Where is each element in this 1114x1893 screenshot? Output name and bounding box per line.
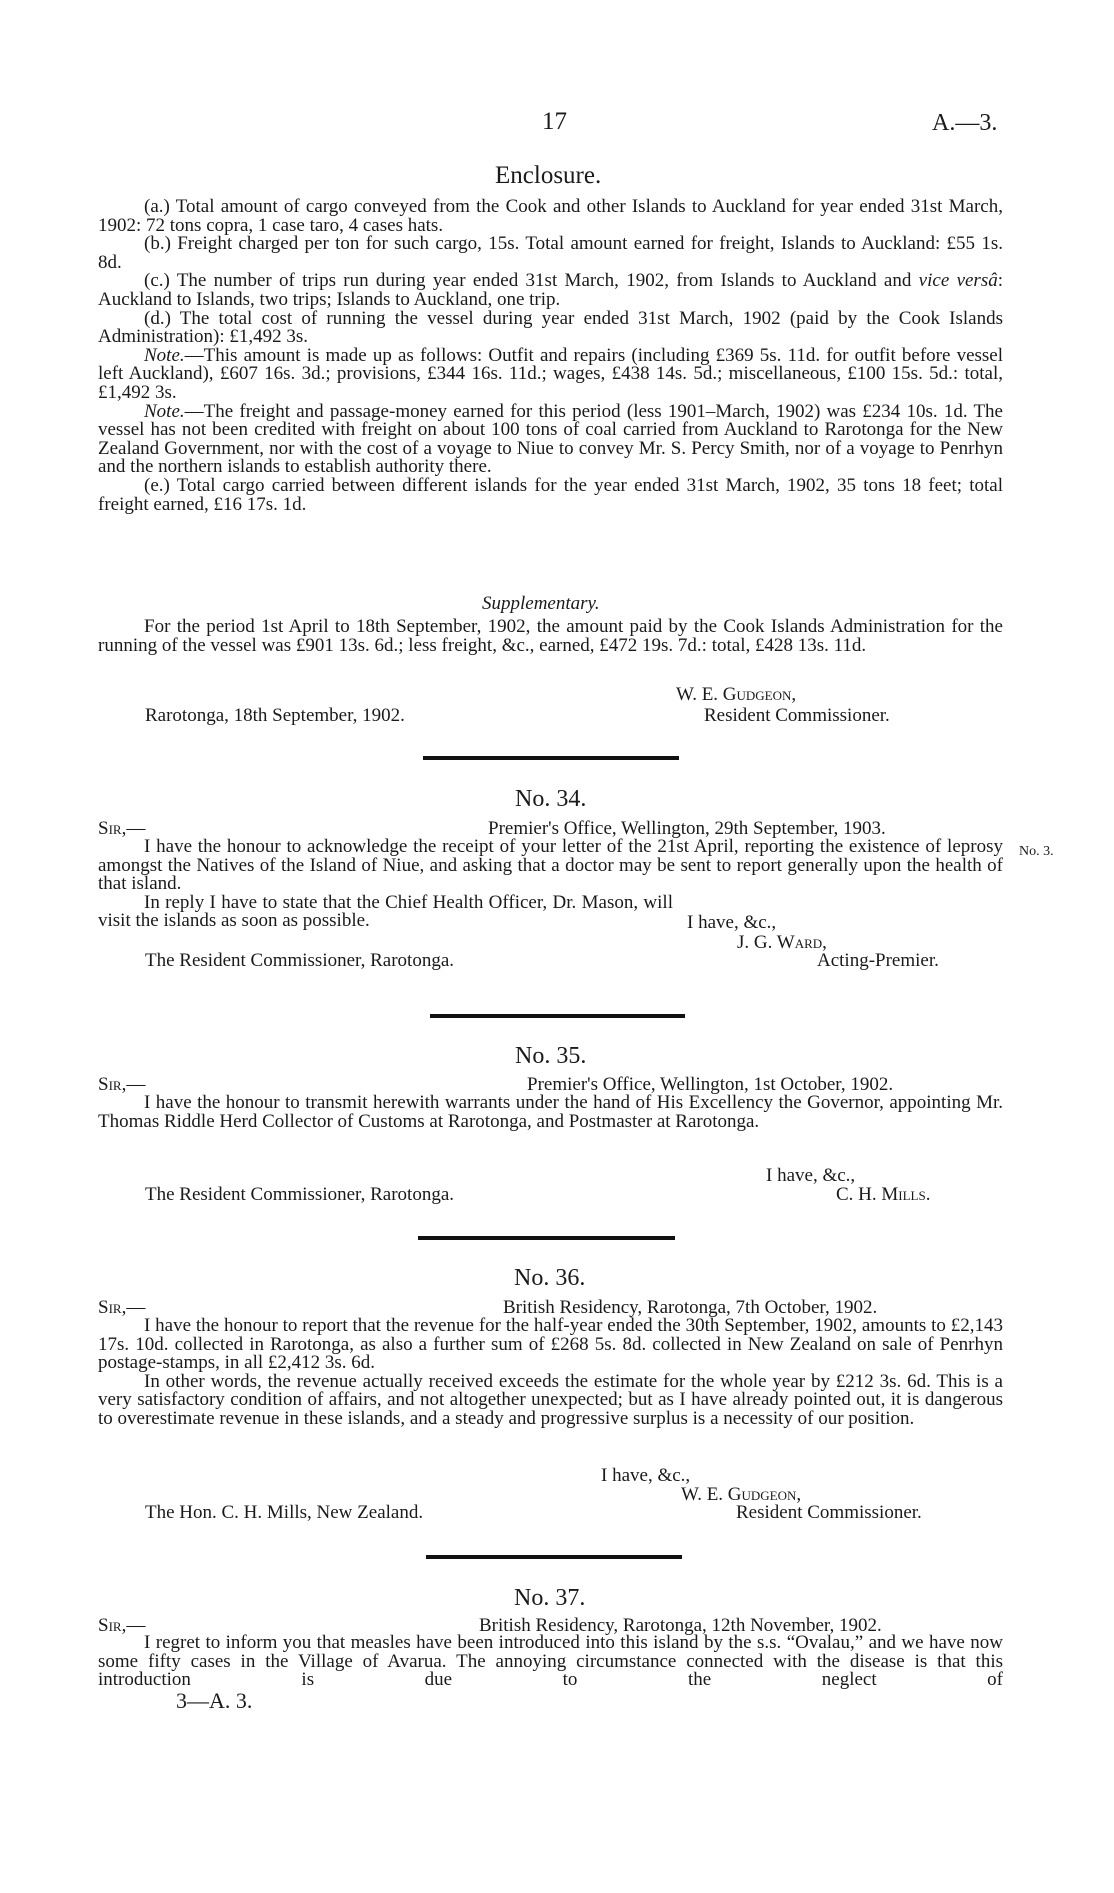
letter-paragraph: I regret to inform you that measles have been introduced into this island by the s.s. “Ovalau,” and we have now some fifty cases in the Village of Avarua. The annoying circumstance connected with the disease is that this introduction is due to the neglect of — [98, 1632, 1003, 1691]
letter-signature-name: C. H. Mills. — [836, 1184, 931, 1205]
letter-paragraph: In other words, the revenue actually received exceeds the estimate for the whole year by £212 3s. 6d. This is a very satisfactory condition of affairs, and not altogether unexpected; but as I have already pointed out, it is dangerous to overestimate revenue in these islands, and a steady and progressive surplus is a necessity of our position. — [98, 1370, 1003, 1429]
letter-salutation: Sir,— — [98, 1615, 146, 1636]
supplementary-heading: Supplementary. — [482, 593, 600, 614]
enclosure-place-date: Rarotonga, 18th September, 1902. — [145, 705, 405, 726]
letter-number: No. 36. — [514, 1265, 586, 1291]
enclosure-signature-name: W. E. Gudgeon, — [676, 684, 797, 705]
letter-paragraph: I have the honour to report that the revenue for the half-year ended the 30th September, 1902, amounts to £2,143 17s. 10d. collected in Rarotonga, as also a further sum of £268 5s. 8d. collected in New Zealand on sale of Penrhyn postage-stamps, in all £2,412 3s. 6d. — [98, 1315, 1003, 1374]
series-reference: A.—3. — [932, 110, 998, 136]
supplementary-text: For the period 1st April to 18th September, 1902, the amount paid by the Cook Islands Administration for the running of the vessel was £901 13s. 6d.; less freight, &c., earned, £472 19s. 7d.: total, £428 13s. 11d. — [98, 616, 1003, 656]
letter-body — [98, 1094, 1003, 1131]
letter-salutation: Sir,— — [98, 1297, 146, 1318]
letter-paragraph: I have the honour to transmit herewith warrants under the hand of His Excellency the Governor, appointing Mr. Thomas Riddle Herd Collector of Customs at Rarotonga, and Postmaster at Rarotonga. — [98, 1092, 1003, 1132]
letter-address: British Residency, Rarotonga, 12th November, 1902. — [479, 1615, 882, 1636]
letter-body — [98, 838, 1003, 931]
supplementary-body — [98, 618, 1003, 655]
letter-paragraph: I have the honour to acknowledge the receipt of your letter of the 21st April, reporting the existence of leprosy amongst the Natives of the Island of Niue, and asking that a doctor may be sent to report generally upon the health of that island. — [98, 836, 1003, 895]
letter-salutation: Sir,— — [98, 1074, 146, 1095]
letter-body — [98, 1634, 1003, 1690]
enclosure-item-d: (d.) The total cost of running the vessel during year ended 31st March, 1902 (paid by the Cook Islands Administration): £1,492 3s. — [98, 307, 1003, 348]
section-divider — [426, 1555, 682, 1559]
enclosure-item-e: (e.) Total cargo carried between different islands for the year ended 31st March, 1902, 35 tons 18 feet; total freight earned, £16 17s. 1d. — [98, 474, 1003, 515]
letter-closing: I have, &c., — [687, 912, 777, 933]
letter-number: No. 35. — [515, 1043, 587, 1069]
section-divider — [430, 1014, 685, 1018]
enclosure-item-c: (c.) The number of trips run during year ended 31st March, 1902, from Islands to Auckland and vice versâ: Auckland to Islands, two trips; Islands to Auckland, one trip. — [98, 270, 1004, 310]
letter-closing: I have, &c., — [601, 1465, 691, 1486]
letter-signature-name: J. G. Ward, — [737, 932, 827, 953]
enclosure-note-2: Note.—The freight and passage-money earned for this period (less 1901–March, 1902) was £234 10s. 1d. The vessel has not been credited with freight on about 100 tons of coal carried from Auckland to Rarotonga for the New Zealand Government, nor with the cost of a voyage to Niue to convey Mr. S. Percy Smith, nor of a voyage to Penrhyn and the northern islands to establish authority there. — [98, 400, 1003, 478]
letter-number: No. 37. — [514, 1585, 586, 1611]
page-number: 17 — [542, 108, 567, 135]
section-divider — [423, 756, 679, 760]
enclosure-signature-title: Resident Commissioner. — [704, 705, 890, 726]
letter-signature-title: Acting-Premier. — [817, 950, 939, 971]
letter-addressee: The Resident Commissioner, Rarotonga. — [145, 950, 455, 971]
margin-note: No. 3. — [1019, 844, 1054, 859]
letter-paragraph: In reply I have to state that the Chief Health Officer, Dr. Mason, will visit the islands as soon as possible. — [98, 891, 673, 932]
letter-signature-title: Resident Commissioner. — [736, 1502, 922, 1523]
enclosure-heading: Enclosure. — [495, 162, 602, 189]
enclosure-item-a: (a.) Total amount of cargo conveyed from the Cook and other Islands to Auckland for year ended 31st March, 1902: 72 tons copra, 1 case taro, 4 cases hats. — [98, 196, 1003, 236]
letter-addressee: The Hon. C. H. Mills, New Zealand. — [145, 1502, 424, 1523]
letter-body — [98, 1317, 1003, 1429]
section-divider — [418, 1236, 675, 1240]
signature-mark: 3—A. 3. — [176, 1688, 253, 1713]
letter-closing: I have, &c., — [766, 1165, 856, 1186]
letter-salutation: Sir,— — [98, 818, 146, 839]
letter-addressee: The Resident Commissioner, Rarotonga. — [145, 1184, 455, 1205]
enclosure-body — [98, 198, 1003, 514]
enclosure-item-b: (b.) Freight charged per ton for such cargo, 15s. Total amount earned for freight, Islands to Auckland: £55 1s. 8d. — [98, 233, 1003, 273]
letter-address: Premier's Office, Wellington, 1st October, 1902. — [527, 1074, 894, 1095]
letter-signature-name: W. E. Gudgeon, — [681, 1484, 802, 1505]
letter-address: British Residency, Rarotonga, 7th October, 1902. — [503, 1297, 878, 1318]
enclosure-note-1: Note.—This amount is made up as follows: Outfit and repairs (including £369 5s. 11d. for outfit before vessel left Auckland), £607 16s. 3d.; provisions, £344 16s. 11d.; wages, £438 14s. 5d.; miscellaneous, £100 15s. 5d.: total, £1,492 3s. — [98, 344, 1003, 403]
letter-number: No. 34. — [515, 786, 587, 812]
letter-address: Premier's Office, Wellington, 29th September, 1903. — [488, 818, 886, 839]
